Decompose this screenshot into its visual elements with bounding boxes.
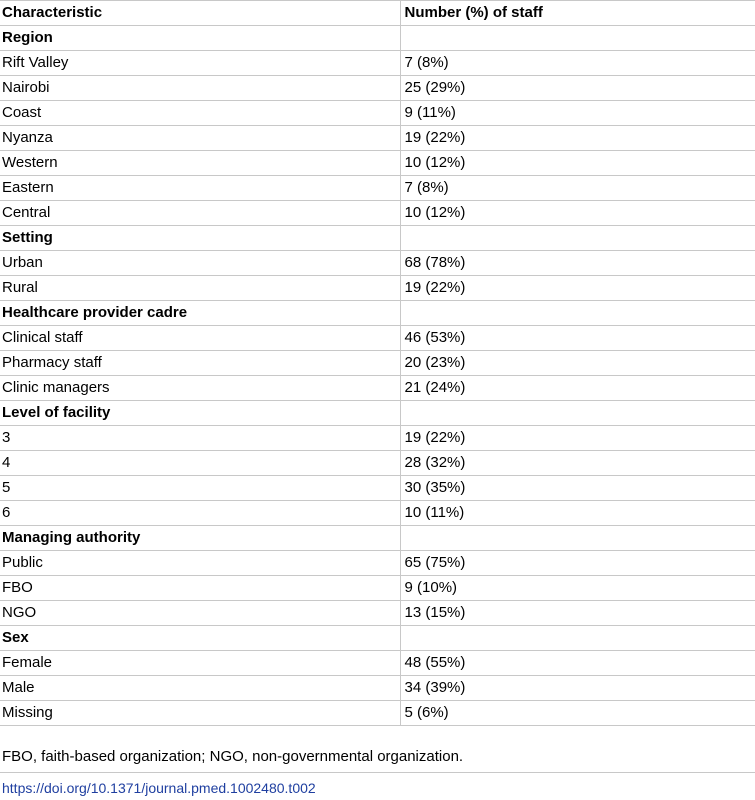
- value-cell: [400, 626, 755, 651]
- value-cell: 48 (55%): [400, 651, 755, 676]
- table-row: [0, 276, 755, 301]
- characteristic-cell: Female: [0, 651, 400, 676]
- section-label: Region: [0, 26, 400, 51]
- column-header-number-percent: Number (%) of staff: [400, 1, 755, 26]
- table-row: [0, 326, 755, 351]
- characteristic-cell: Urban: [0, 251, 400, 276]
- table-header: [0, 1, 755, 26]
- value-cell: 30 (35%): [400, 476, 755, 501]
- section-header-row: [0, 226, 755, 251]
- table-row: [0, 451, 755, 476]
- section-label: Managing authority: [0, 526, 400, 551]
- doi-link[interactable]: https://doi.org/10.1371/journal.pmed.1002480.t002: [2, 780, 316, 796]
- section-label: Level of facility: [0, 401, 400, 426]
- value-cell: 19 (22%): [400, 426, 755, 451]
- table-body: [0, 26, 755, 726]
- table-row: [0, 551, 755, 576]
- value-cell: 13 (15%): [400, 601, 755, 626]
- section-label: Sex: [0, 626, 400, 651]
- section-header-row: [0, 526, 755, 551]
- value-cell: 10 (11%): [400, 501, 755, 526]
- characteristic-cell: NGO: [0, 601, 400, 626]
- value-cell: 65 (75%): [400, 551, 755, 576]
- value-cell: 25 (29%): [400, 76, 755, 101]
- characteristic-cell: Nyanza: [0, 126, 400, 151]
- table-row: [0, 351, 755, 376]
- characteristic-cell: Pharmacy staff: [0, 351, 400, 376]
- value-cell: 21 (24%): [400, 376, 755, 401]
- characteristic-cell: 3: [0, 426, 400, 451]
- characteristic-cell: Public: [0, 551, 400, 576]
- header-row: [0, 1, 755, 26]
- characteristic-cell: FBO: [0, 576, 400, 601]
- value-cell: 10 (12%): [400, 201, 755, 226]
- characteristic-cell: Male: [0, 676, 400, 701]
- value-cell: 20 (23%): [400, 351, 755, 376]
- value-cell: [400, 401, 755, 426]
- value-cell: 7 (8%): [400, 176, 755, 201]
- table-row: [0, 501, 755, 526]
- table-row: [0, 126, 755, 151]
- characteristic-cell: 4: [0, 451, 400, 476]
- section-header-row: [0, 301, 755, 326]
- characteristic-cell: Western: [0, 151, 400, 176]
- table-row: [0, 576, 755, 601]
- characteristic-cell: Clinical staff: [0, 326, 400, 351]
- value-cell: [400, 226, 755, 251]
- value-cell: 19 (22%): [400, 276, 755, 301]
- value-cell: 46 (53%): [400, 326, 755, 351]
- table-row: [0, 251, 755, 276]
- characteristic-cell: 6: [0, 501, 400, 526]
- value-cell: 34 (39%): [400, 676, 755, 701]
- value-cell: 68 (78%): [400, 251, 755, 276]
- section-header-row: [0, 626, 755, 651]
- value-cell: 19 (22%): [400, 126, 755, 151]
- section-label: Healthcare provider cadre: [0, 301, 400, 326]
- characteristic-cell: Nairobi: [0, 76, 400, 101]
- value-cell: 28 (32%): [400, 451, 755, 476]
- table-row: [0, 151, 755, 176]
- characteristic-cell: Clinic managers: [0, 376, 400, 401]
- table-row: [0, 376, 755, 401]
- value-cell: [400, 26, 755, 51]
- value-cell: [400, 301, 755, 326]
- table-row: [0, 101, 755, 126]
- value-cell: 10 (12%): [400, 151, 755, 176]
- characteristic-cell: Central: [0, 201, 400, 226]
- table-row: [0, 426, 755, 451]
- value-cell: 9 (10%): [400, 576, 755, 601]
- section-header-row: [0, 26, 755, 51]
- characteristic-cell: Rift Valley: [0, 51, 400, 76]
- column-header-characteristic: Characteristic: [0, 1, 400, 26]
- table-footnote: FBO, faith-based organization; NGO, non-governmental organization.: [2, 748, 464, 765]
- characteristic-cell: 5: [0, 476, 400, 501]
- table-row: [0, 476, 755, 501]
- table-row: [0, 176, 755, 201]
- value-cell: [400, 526, 755, 551]
- table-row: [0, 601, 755, 626]
- footer-divider: [0, 772, 755, 773]
- characteristic-cell: Rural: [0, 276, 400, 301]
- value-cell: 5 (6%): [400, 701, 755, 726]
- section-header-row: [0, 401, 755, 426]
- table-row: [0, 51, 755, 76]
- section-label: Setting: [0, 226, 400, 251]
- characteristic-cell: Missing: [0, 701, 400, 726]
- characteristic-cell: Eastern: [0, 176, 400, 201]
- table-row: [0, 701, 755, 726]
- value-cell: 7 (8%): [400, 51, 755, 76]
- table-row: [0, 201, 755, 226]
- table-row: [0, 651, 755, 676]
- table-row: [0, 76, 755, 101]
- table-row: [0, 676, 755, 701]
- value-cell: 9 (11%): [400, 101, 755, 126]
- characteristic-cell: Coast: [0, 101, 400, 126]
